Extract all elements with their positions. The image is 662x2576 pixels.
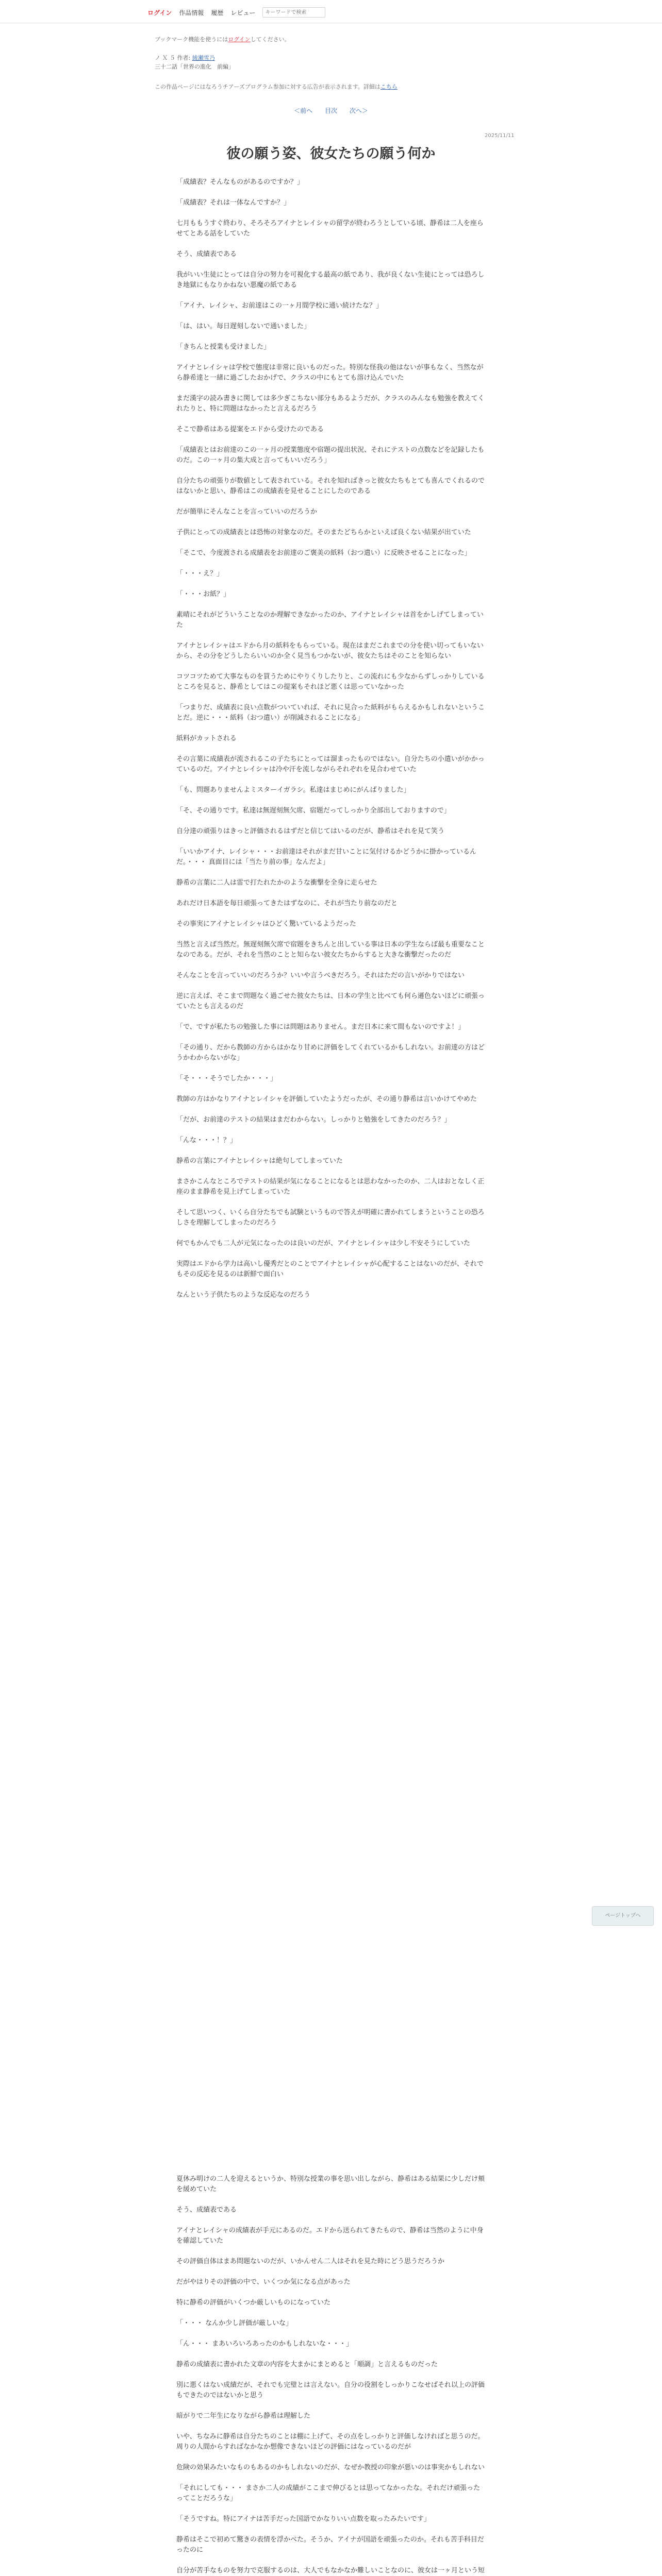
body-paragraph: 紙料がカットされる <box>176 735 237 742</box>
bookmark-notice-suffix: してください。 <box>250 36 290 43</box>
bookmark-login-link[interactable]: ログイン <box>228 36 251 43</box>
top-nav <box>0 0 662 23</box>
body-paragraph: 静希はそこで初めて驚きの表情を浮かべた。そうか、アイナが国語を頑張ったのか。それも苦手科目だったのに <box>176 2536 484 2554</box>
ad-notice-text: この作品ページにはなろうチアーズプログラム参加に対する広告が表示されます。詳細は <box>155 83 380 90</box>
body-paragraph: 「その通り、だから教師の方からはかなり甘めに評価をしてくれているかもしれない。お前達の方はどうかわからないがな」 <box>176 1044 485 1062</box>
body-paragraph: なんという子供たちのような反応なのだろう <box>176 1291 311 1299</box>
body-paragraph: 何でもかんでも二人が元気になったのは良いのだが、アイナとレイシャは少し不安そうにしていた <box>176 1240 470 1247</box>
work-meta <box>155 54 234 71</box>
body-paragraph: 「んな・・・！？」 <box>176 1137 237 1144</box>
body-paragraph: 危険の効果みたいなものもあるのかもしれないのだが、なぜか教授の印象が悪いのは事実かもしれない <box>176 2464 485 2471</box>
ad-notice-link[interactable]: こちら <box>380 83 398 90</box>
series-author-line <box>155 54 234 62</box>
bookmark-notice <box>155 35 290 43</box>
top-nav-inner <box>147 7 325 18</box>
page-top-button[interactable]: ページトップへ <box>592 1906 654 1926</box>
body-paragraph: 当然と言えば当然だ。無遅刻無欠席で宿題をきちんと出している事は日本の学生ならば最も重要なことなのである。だが、それを当然のことと知らない彼女たちからすると大きな衝撃だったのだ <box>176 941 485 959</box>
chapter-path: 三十二話「世界の進化 前編」 <box>155 63 234 70</box>
next-page-link[interactable]: 次へ＞ <box>349 107 368 114</box>
body-paragraph: いや、ちなみに静希は自分たちのことは棚に上げて、その点をしっかりと評価しなければと思うのだ。周りの人間からすればなかなか想像できないほどの評価にはなっているのだが <box>176 2433 485 2451</box>
ad-notice <box>155 82 398 91</box>
series-author-label: ノ Ｘ ５ 作者: <box>155 55 191 61</box>
toc-link[interactable]: 目次 <box>324 107 337 114</box>
body-paragraph: 実際はエドから学力は高いし優秀だとのことでアイナとレイシャが心配することはないのだが、それでもその反応を見るのは新鮮で面白い <box>176 1260 484 1278</box>
body-paragraph: あれだけ日本語を毎日頑張ってきたはずなのに、それが当たり前なのだと <box>176 900 398 907</box>
body-paragraph: その評価自体はまあ問題ないのだが、いかんせん二人はそれを見た時にどう思うだろうか <box>176 2258 445 2265</box>
body-paragraph: だが簡単にそんなことを言っていいのだろうか <box>176 508 318 516</box>
post-date: 2025/11/11 <box>485 133 515 139</box>
body-paragraph: 自分が苦手なものを努力で克服するのは、大人でもなかなか難しいことなのに、彼女は一ヶ月という短 <box>176 2567 485 2574</box>
body-paragraph: 「つまりだ、成績表に良い点数がついていれば、それに見合った紙料がもらえるかもしれないということだ。逆に・・・紙料（おつ遣い）が削減されることになる」 <box>176 704 485 722</box>
bookmark-notice-text: ブックマーク機能を使うには <box>155 36 228 43</box>
body-paragraph: 「・・・え？」 <box>176 570 224 578</box>
body-paragraph: アイナとレイシャは学校で態度は非常に良いものだった。特別な怪我の他はないが事もなく、当然ながら静希達と一緒に過ごしたおかげで、クラスの中にもとても溶け込んでいた <box>176 364 484 382</box>
body-paragraph: 「ん・・・ まあいろいろあったのかもしれないな・・・」 <box>176 2340 353 2348</box>
body-paragraph: そう、成績表である <box>176 2206 237 2214</box>
chapter-body-part-2 <box>176 2174 486 2576</box>
body-paragraph: 子供にとっての成績表とは恐怖の対象なのだ。そのまたどちらかといえば良くない結果が出ていた <box>176 529 471 536</box>
body-paragraph: 教師の方はかなりアイナとレイシャを評価していたようだったが、その通り静希は言いかけてやめた <box>176 1095 477 1103</box>
body-paragraph: 静希の言葉にアイナとレイシャは絶句してしまっていた <box>176 1157 343 1165</box>
body-paragraph: そんなことを言っていいのだろうか？いいや言うべきだろう。それはただの言いがかりではない <box>176 972 465 979</box>
body-paragraph: 夏休み明けの二人を迎えるというか、特別な授業の事を思い出しながら、静希はある結果に少しだけ頬を緩めていた <box>176 2175 485 2193</box>
body-paragraph: 「成績表とはお前達のこの一ヶ月の授業態度や宿題の提出状況、それにテストの点数などを記録したものだ。この一ヶ月の集大成と言ってもいいだろう」 <box>176 446 485 464</box>
body-paragraph: 「それにしても・・・ まさか二人の成績がここまで伸びるとは思ってなかったな。それだけ頑張ったってことだろうな」 <box>176 2484 481 2502</box>
body-paragraph: まさかこんなところでテストの結果が気になることになるとは思わなかったのか、二人はおとなしく正座のまま静希を見上げてしまっていた <box>176 1178 485 1196</box>
body-paragraph: コツコツためて大事なものを買うためにやりくりしたりと、この流れにも少なからずしっかりしているところを見ると、静希としてはこの提案もそれほど悪くは思っていなかった <box>176 673 485 691</box>
body-paragraph: 「そ、その通りです。私達は無遅刻無欠席、宿題だってしっかり全部出しておりますので」 <box>176 807 451 815</box>
body-paragraph: 別に悪くはない成績だが、それでも完璧とは言えない。自分の役割をしっかりこなせばそれ以上の評価もできたのではないかと思う <box>176 2381 485 2399</box>
body-paragraph: 「だが、お前達のテストの結果はまだわからない。しっかりと勉強をしてきたのだろう？」 <box>176 1116 451 1124</box>
body-paragraph: 「きちんと授業も受けました」 <box>176 343 271 351</box>
body-paragraph: 七月ももうすぐ終わり、そろそろアイナとレイシャの留学が終わろうとしている頃、静希は二人を座らせてとある話をしていた <box>176 219 484 238</box>
login-link[interactable]: ログイン <box>147 9 172 16</box>
body-paragraph: 「で、ですが私たちの勉強した事には問題はありません。まだ日本に来て間もないのですよ！」 <box>176 1023 465 1031</box>
body-paragraph: 静希の成績表に書かれた文章の内容を大まかにまとめると「順調」と言えるものだった <box>176 2361 438 2368</box>
body-paragraph: その事実にアイナとレイシャはひどく驚いているようだった <box>176 920 356 928</box>
body-paragraph: アイナとレイシャはエドから月の紙料をもらっている。現在はまだこれまでの分を使い切ってもいないから、その分をどうしたらいいのか全く見当もつかないが、彼女たちはそのことを知らない <box>176 642 484 660</box>
prev-page-link[interactable]: ＜前へ <box>294 107 313 114</box>
keyword-search-input[interactable] <box>262 7 325 18</box>
body-paragraph: まだ漢字の読み書きに関しては多少ぎこちない部分もあるようだが、クラスのみんなも勉強を教えてくれたりと、特に問題はなかったと言えるだろう <box>176 395 485 413</box>
body-paragraph: 素晴にそれがどういうことなのか理解できなかったのか、アイナとレイシャは首をかしげてしまっていた <box>176 611 484 629</box>
body-paragraph: 「・・・ なんか少し評価が厳しいな」 <box>176 2319 293 2327</box>
chapter-body-part-1 <box>176 177 486 2038</box>
body-paragraph: 暗がりで二年生になりながら静希は理解した <box>176 2412 311 2420</box>
body-paragraph: アイナとレイシャの成績表が手元にあるのだ。エドから送られてきたもので、静希は当然のように中身を確認していた <box>176 2227 484 2245</box>
body-paragraph: 我がいい生徒にとっては自分の努力を可視化する最高の紙であり、我が良くない生徒にとっては恐ろしき地獄にもなりかねない悪魔の紙である <box>176 271 485 289</box>
body-paragraph: そう、成績表である <box>176 250 237 258</box>
body-paragraph: 自分たちの頑張りが数値として表されている。それを知ればきっと彼女たちもとても喜んでくれるのではないかと思い、静希はこの成績表を見せることにしたのである <box>176 477 485 495</box>
body-paragraph: 「は、はい。毎日遅刻しないで通いました」 <box>176 323 311 330</box>
body-paragraph: 「そうですね。特にアイナは苦手だった国語でかなりいい点数を取ったみたいです」 <box>176 2515 431 2523</box>
body-paragraph: 「・・・お紙？」 <box>176 590 230 598</box>
body-paragraph: 「そこで、今度渡される成績表をお前達のご褒美の紙料（おつ遣い）に反映させることになった」 <box>176 549 471 557</box>
pager-top <box>0 106 662 115</box>
works-link[interactable]: 作品情報 <box>179 9 204 16</box>
body-paragraph: 「アイナ、レイシャ、お前達はこの一ヶ月間学校に通い続けたな？」 <box>176 302 383 310</box>
review-link[interactable]: レビュー <box>230 9 256 16</box>
body-paragraph: 静希の言葉に二人は雷で打たれたかのような衝撃を全身に走らせた <box>176 879 377 887</box>
body-paragraph: 「も、問題ありませんよミスターイガラシ。私達はまじめにがんばりました」 <box>176 786 410 794</box>
body-paragraph: 自分達の頑張りはきっと評価されるはずだと信じてはいるのだが、静希はそれを見て笑う <box>176 827 445 835</box>
body-paragraph: だがやはりその評価の中で、いくつか気になる点があった <box>176 2278 351 2286</box>
chapter-title: 彼の願う姿、彼女たちの願う何か <box>226 146 436 162</box>
body-paragraph: そこで静希はある提案をエドから受けたのである <box>176 426 324 433</box>
body-paragraph: 「そ・・・そうでしたか・・・」 <box>176 1075 277 1082</box>
body-paragraph: そして思いつく、いくら自分たちでも試験というもので答えが明確に書かれてしまうということの恐ろしさを理解してしまったのだろう <box>176 1209 485 1227</box>
body-paragraph: 特に静希の評価がいくつか厳しいものになっていた <box>176 2299 331 2307</box>
body-paragraph: その言葉に成績表が流されるこの子たちにとっては溜まったものではない。自分たちの小遣いがかかっているのだ。アイナとレイシャは冷や汗を流しながらそれぞれを見合わせていた <box>176 755 485 773</box>
body-paragraph: 「いいかアイナ、レイシャ・・・お前達はそれがまだ甘いことに気付けるかどうかに掛かっているんだ。・・・ 真面目には「当たり前の事」なんだよ」 <box>176 848 477 866</box>
body-paragraph: 「成績表？それは一体なんですか？」 <box>176 199 291 207</box>
history-link[interactable]: 履歴 <box>211 9 224 16</box>
body-paragraph: 「成績表？そんなものがあるのですか？」 <box>176 178 304 186</box>
author-link[interactable]: 綾瀬雪乃 <box>192 55 215 61</box>
body-paragraph: 逆に言えば、そこまで問題なく過ごせた彼女たちは、日本の学生と比べても何ら遜色ないほどに頑張っていたとも言えるのだ <box>176 992 485 1010</box>
